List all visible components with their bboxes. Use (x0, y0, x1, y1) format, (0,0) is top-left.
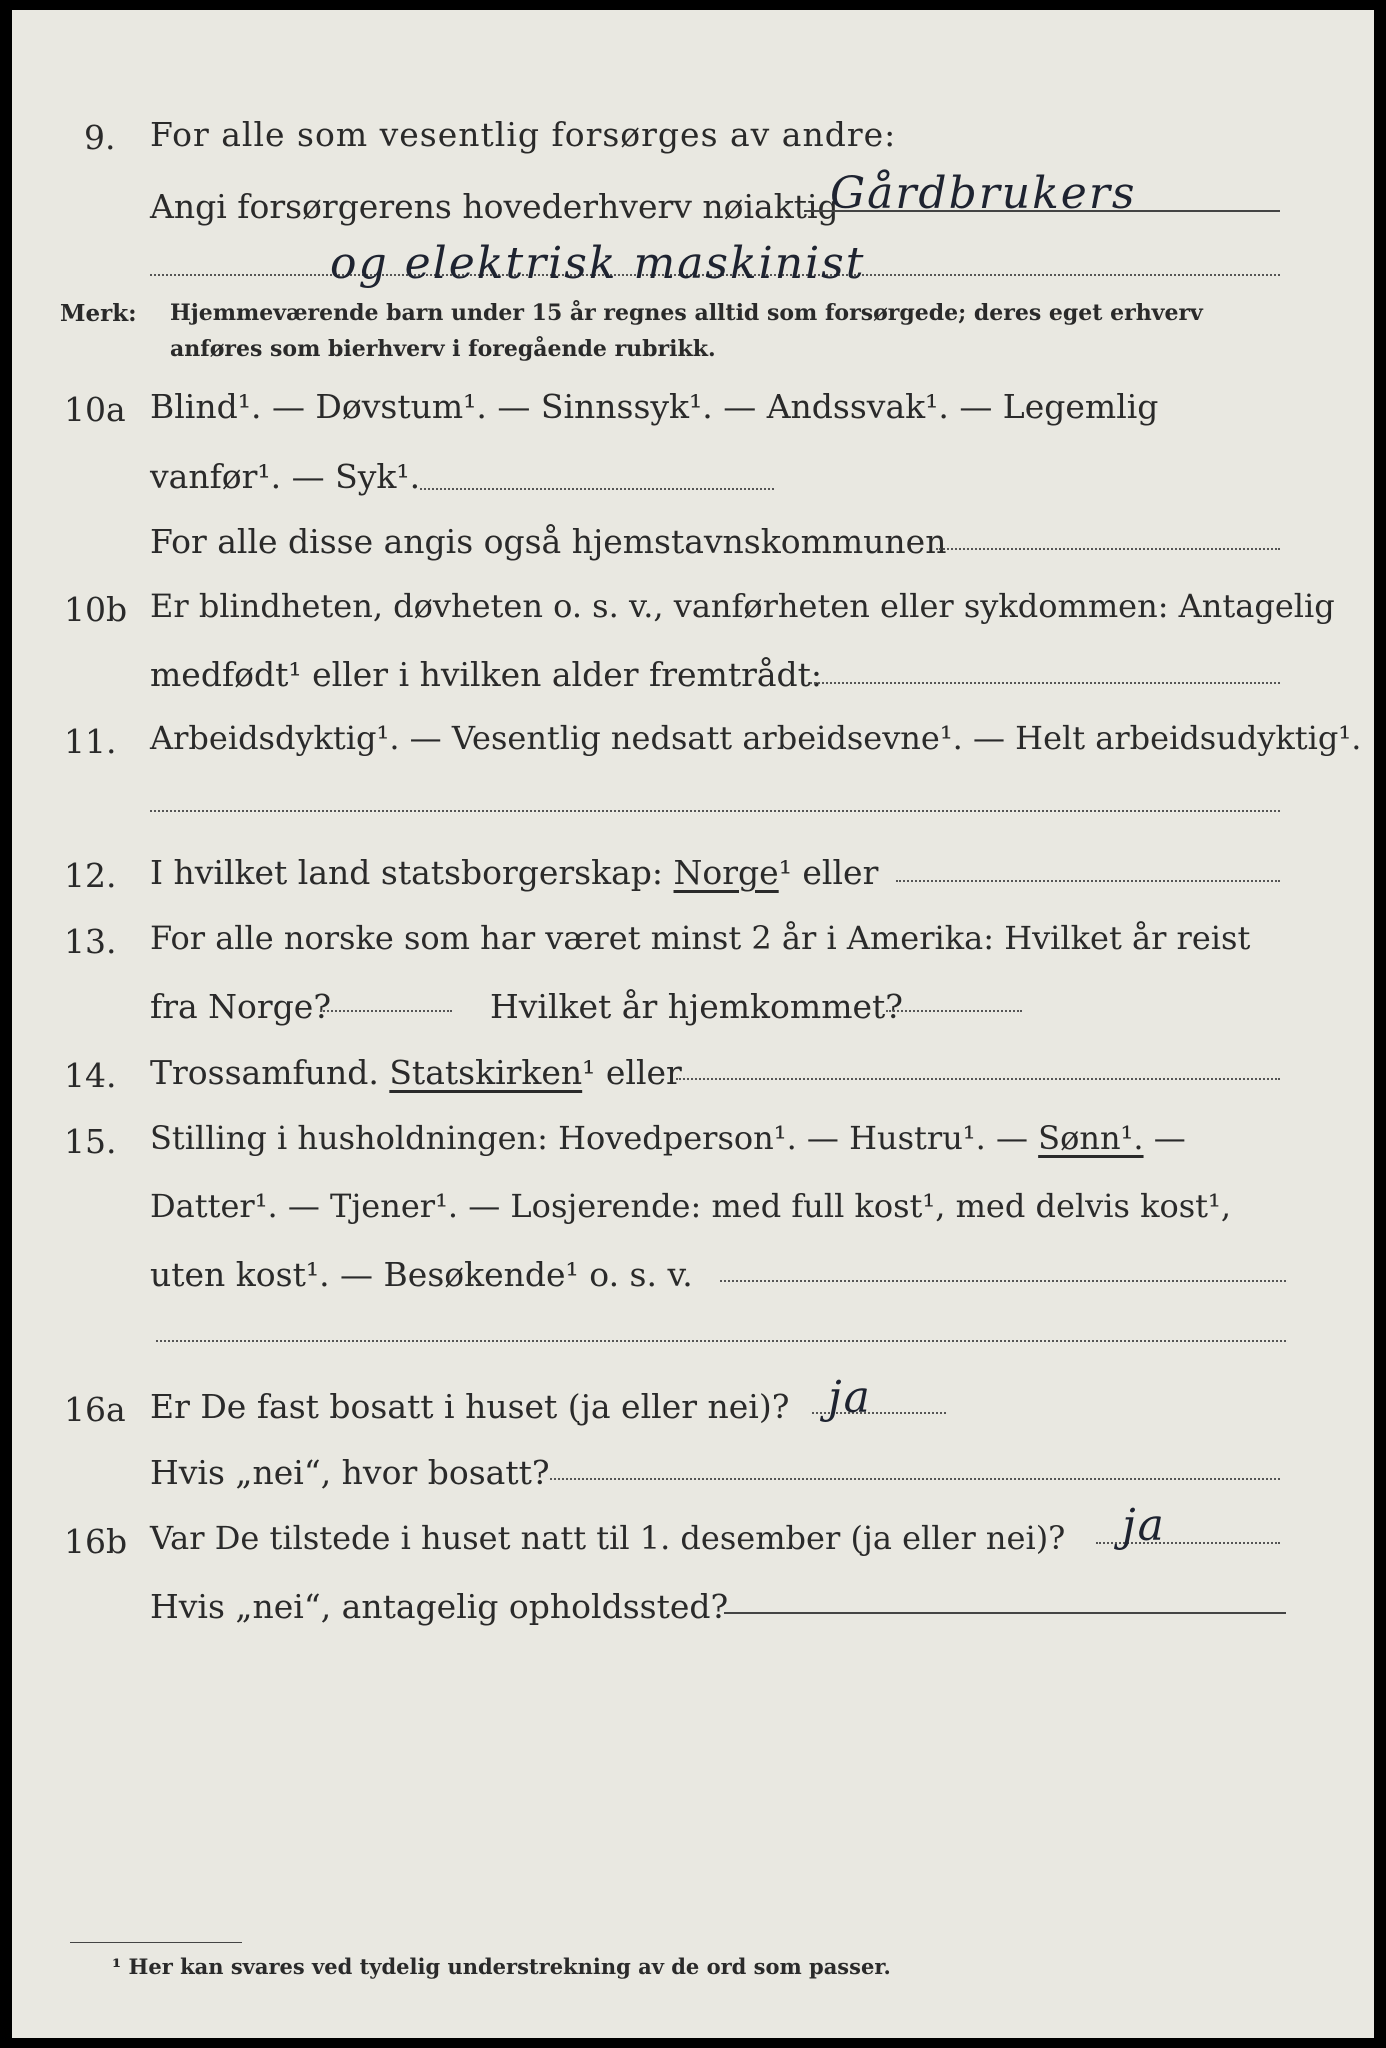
footnote-text: ¹ Her kan svares ved tydelig understrekning av de ord som passer. (112, 1954, 891, 1979)
merk-label: Merk: (60, 300, 137, 327)
item-14-underlined-answer: Statskirken (389, 1053, 583, 1092)
merk-line1: Hjemmeværende barn under 15 år regnes alltid som forsørgede; deres eget erhverv (170, 300, 1203, 326)
item-10a-syk-line (420, 488, 774, 490)
item-13-line2a: fra Norge? (150, 987, 332, 1026)
item-12-line1 (150, 853, 879, 892)
item-9-handwritten-answer2: og elektrisk maskinist (330, 238, 866, 289)
item-15-text: Stilling i husholdningen: Hovedperson¹. — Hustru¹. — (150, 1119, 1028, 1157)
item-14-answer-line (676, 1078, 1280, 1080)
item-11-number: 11. (64, 722, 117, 761)
item-15-line3: uten kost¹. — Besøkende¹ o. s. v. (150, 1255, 693, 1294)
item-16b-line1: Var De tilstede i huset natt til 1. desember (ja eller nei)? (150, 1519, 1066, 1557)
item-16b-line2: Hvis „nei“, antagelig opholdssted? (150, 1587, 729, 1626)
item-13-hjemkommet-line (886, 1010, 1022, 1012)
item-9-line1: For alle som vesentlig forsørges av andre: (150, 115, 897, 154)
item-14-text: Trossamfund. (150, 1053, 379, 1092)
item-13-reist-line (320, 1010, 452, 1012)
item-16a-line2: Hvis „nei“, hvor bosatt? (150, 1453, 550, 1492)
item-14-text-post: ¹ eller (582, 1053, 682, 1092)
item-10a-number: 10a (64, 390, 126, 429)
item-9-line2: Angi forsørgerens hovederhverv nøiaktig (150, 187, 839, 226)
item-11-answer-line (150, 810, 1280, 812)
item-11-line1: Arbeidsdyktig¹. — Vesentlig nedsatt arbeidsevne¹. — Helt arbeidsudyktig¹. (150, 719, 1362, 757)
item-10b-line2: medfødt¹ eller i hvilken alder fremtrådt: (150, 655, 823, 694)
item-12-answer-line (896, 880, 1280, 882)
merk-line2: anføres som bierhverv i foregående rubrikk. (170, 336, 716, 362)
item-13-number: 13. (64, 922, 117, 961)
item-10b-number: 10b (64, 590, 128, 629)
item-15-number: 15. (64, 1122, 117, 1161)
item-15-underlined-answer: Sønn¹. (1038, 1119, 1144, 1157)
item-10b-line1: Er blindheten, døvheten o. s. v., vanførheten eller sykdommen: Antagelig (150, 587, 1335, 625)
item-14-number: 14. (64, 1056, 117, 1095)
item-16b-number: 16b (64, 1522, 128, 1561)
item-10a-line3: For alle disse angis også hjemstavnskommunen (150, 522, 947, 561)
item-12-underlined-answer: Norge (673, 853, 779, 892)
item-15-answer-line (720, 1280, 1286, 1282)
item-10b-answer-line (810, 682, 1280, 684)
item-12-text-post: ¹ eller (778, 853, 879, 892)
item-13-line1: For alle norske som har været minst 2 år i Amerika: Hvilket år reist (150, 919, 1251, 957)
item-16b-handwritten-answer: ja (1122, 1500, 1166, 1551)
item-16a-line1: Er De fast bosatt i huset (ja eller nei)? (150, 1387, 790, 1426)
footnote-rule (70, 1942, 242, 1943)
item-9-number: 9. (84, 118, 116, 157)
item-12-number: 12. (64, 856, 117, 895)
item-16a-number: 16a (64, 1390, 126, 1429)
item-10a-line1: Blind¹. — Døvstum¹. — Sinnssyk¹. — Andssvak¹. — Legemlig (150, 387, 1159, 426)
item-16a-bosatt-line (550, 1478, 1280, 1480)
item-14-line1 (150, 1053, 682, 1092)
item-16a-handwritten-answer: ja (828, 1372, 872, 1423)
item-15-extra-line (156, 1340, 1286, 1342)
item-16b-opholdssted-line (724, 1612, 1286, 1614)
census-form-page (12, 10, 1374, 2038)
item-15-line1 (150, 1119, 1186, 1157)
item-13-line2b: Hvilket år hjemkommet? (490, 987, 903, 1026)
item-9-handwritten-answer1: Gårdbrukers (830, 168, 1137, 219)
item-15-line2: Datter¹. — Tjener¹. — Losjerende: med full kost¹, med delvis kost¹, (150, 1187, 1232, 1225)
item-10a-hjemstavn-line (936, 548, 1280, 550)
item-15-text-post: — (1153, 1119, 1186, 1157)
item-10a-line2: vanfør¹. — Syk¹. (150, 457, 421, 496)
item-12-text: I hvilket land statsborgerskap: (150, 853, 664, 892)
